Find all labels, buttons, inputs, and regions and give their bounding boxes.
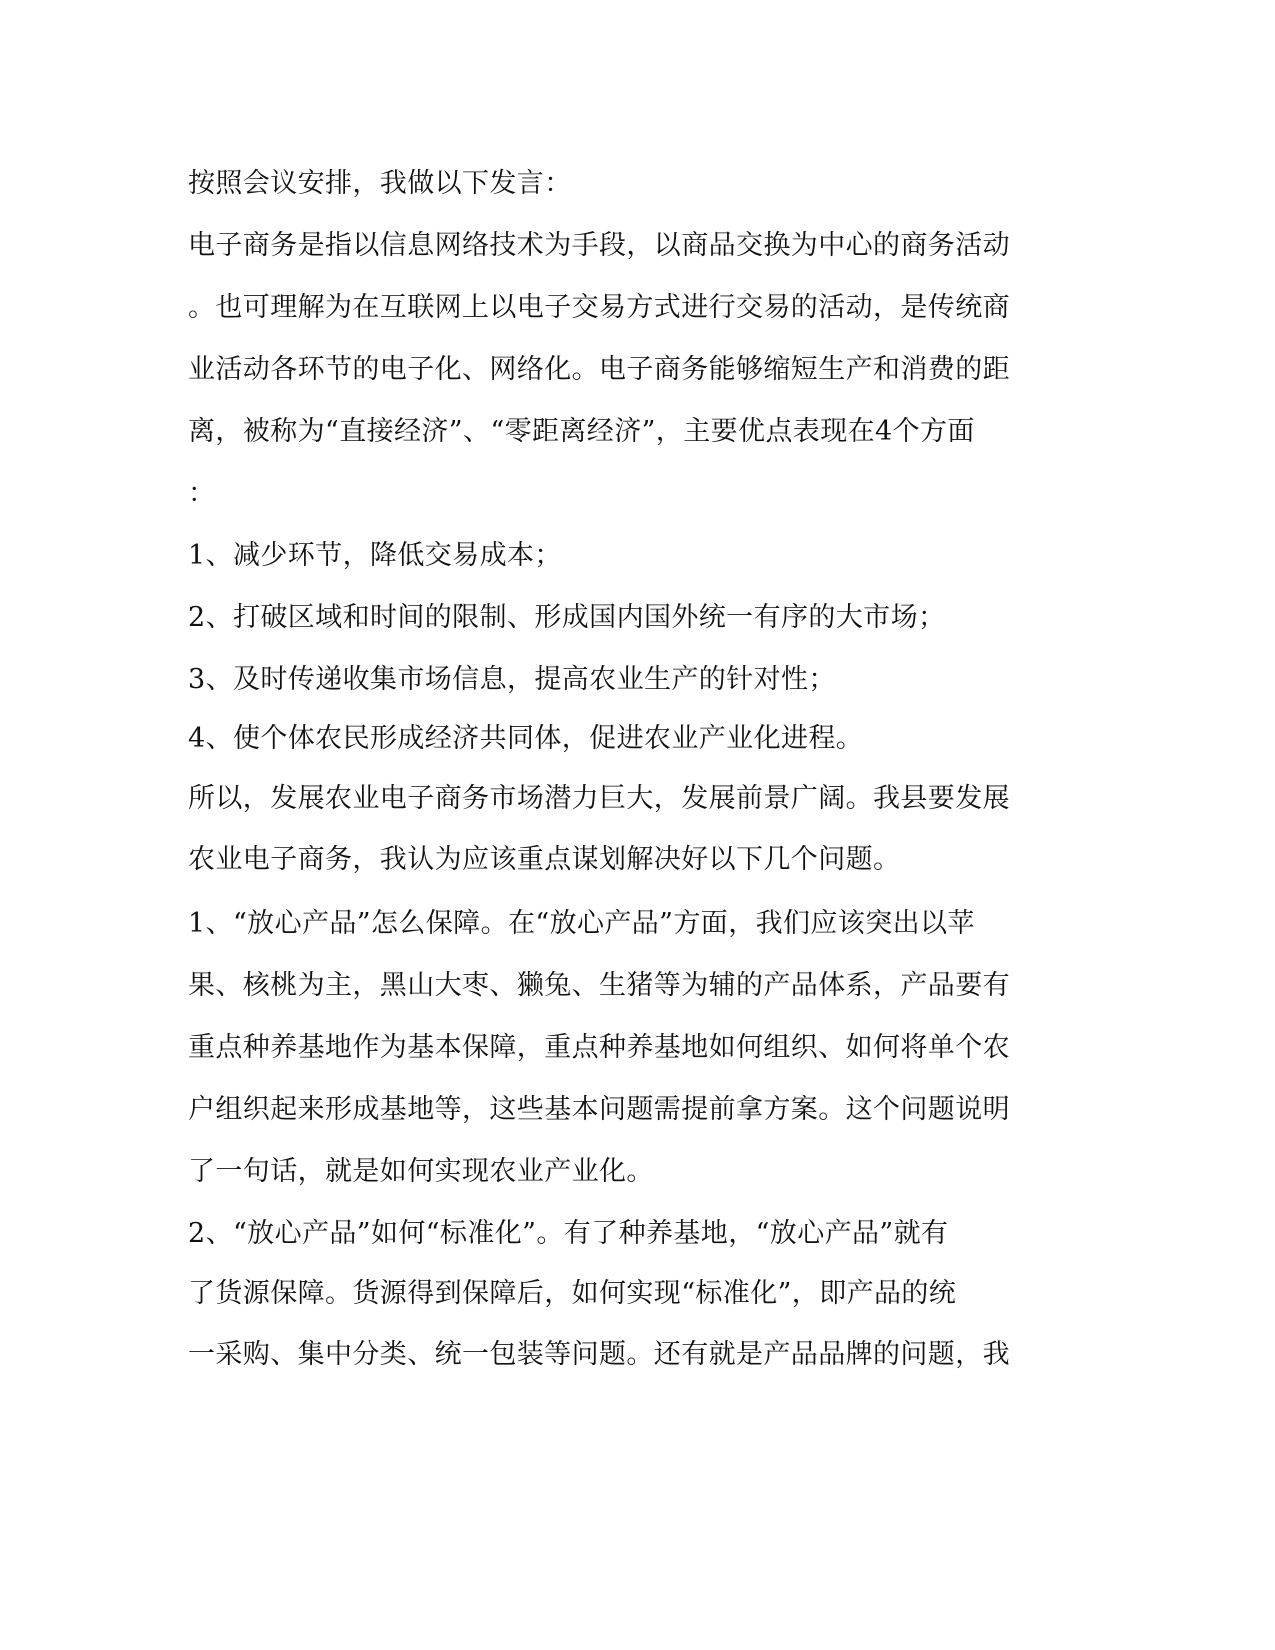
text-line: 农业电子商务，我认为应该重点谋划解决好以下几个问题。	[188, 844, 901, 875]
text-line: 。也可理解为在互联网上以电子交易方式进行交易的活动，是传统商	[188, 292, 1010, 323]
text-line: 重点种养基地作为基本保障，重点种养基地如何组织、如何将单个农	[188, 1032, 1010, 1063]
text-line: 户组织起来形成基地等，这些基本问题需提前拿方案。这个问题说明	[188, 1094, 1010, 1125]
text-line: 一采购、集中分类、统一包装等问题。还有就是产品品牌的问题，我	[188, 1339, 1010, 1370]
text-line: 了一句话，就是如何实现农业产业化。	[188, 1156, 654, 1187]
text-line: 电子商务是指以信息网络技术为手段，以商品交换为中心的商务活动	[188, 230, 1010, 261]
text-line: ：	[188, 478, 216, 509]
text-line: 业活动各环节的电子化、网络化。电子商务能够缩短生产和消费的距	[188, 354, 1010, 385]
text-line: 离，被称为“直接经济”、“零距离经济”，主要优点表现在4个方面	[188, 416, 975, 447]
text-line: 按照会议安排，我做以下发言：	[188, 168, 572, 199]
text-line: 所以，发展农业电子商务市场潜力巨大，发展前景广阔。我县要发展	[188, 783, 1010, 814]
text-line: 1、减少环节，降低交易成本；	[188, 540, 562, 571]
text-line: 3、及时传递收集市场信息，提高农业生产的针对性；	[188, 664, 836, 695]
text-line: 1、“放心产品”怎么保障。在“放心产品”方面，我们应该突出以苹	[188, 908, 975, 939]
text-line: 果、核桃为主，黑山大枣、獭兔、生猪等为辅的产品体系，产品要有	[188, 970, 1010, 1001]
text-line: 了货源保障。货源得到保障后，如何实现“标准化”，即产品的统	[188, 1278, 957, 1309]
text-line: 4、使个体农民形成经济共同体，促进农业产业化进程。	[188, 723, 864, 754]
text-line: 2、“放心产品”如何“标准化”。有了种养基地，“放心产品”就有	[188, 1218, 949, 1249]
text-line: 2、打破区域和时间的限制、形成国内国外统一有序的大市场；	[188, 602, 946, 633]
